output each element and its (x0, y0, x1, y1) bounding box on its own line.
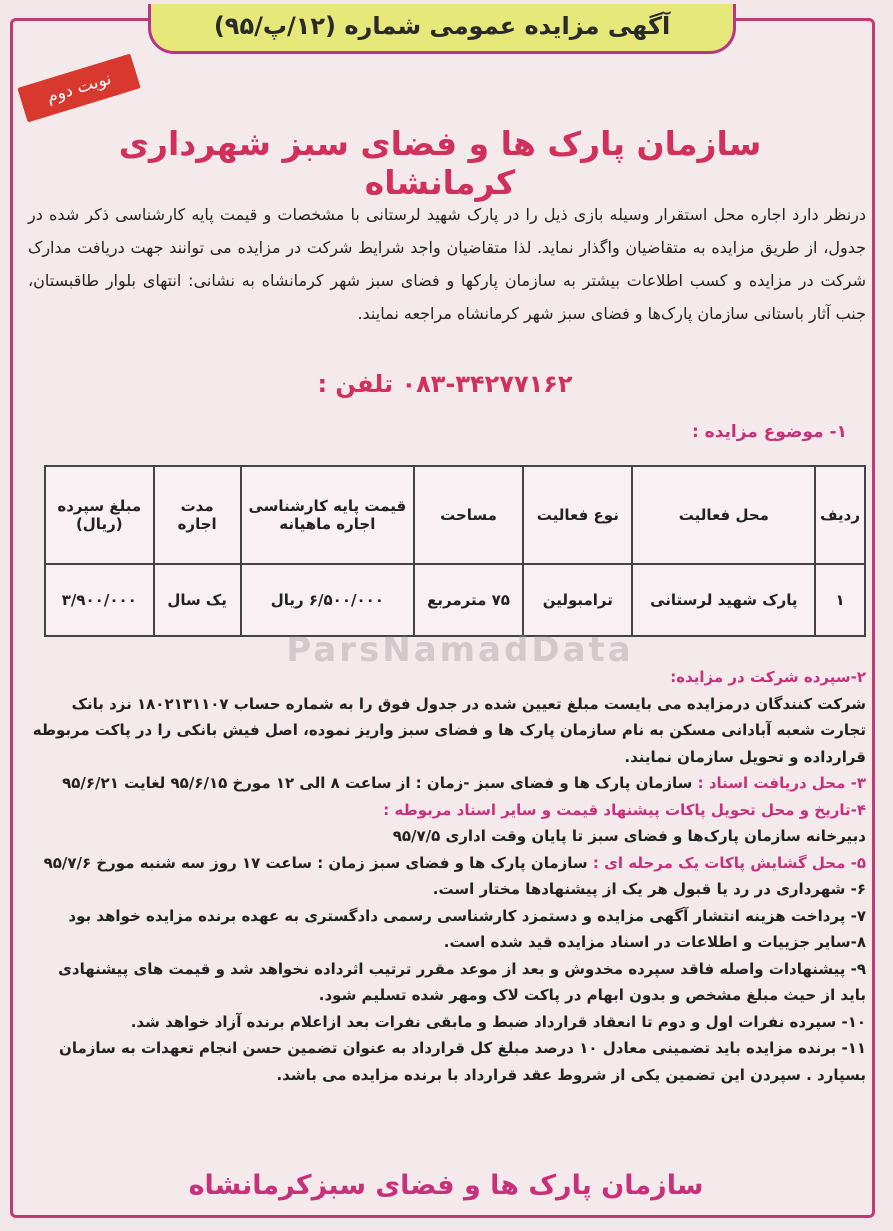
condition-item (28, 876, 866, 903)
condition-item (28, 664, 866, 691)
header-deposit: مبلغ سپرده (ریال) (45, 466, 154, 564)
condition-text: ۷- پرداخت هزینه انتشار آگهی مزایده و دستمزد کارشناسی رسمی دادگستری به عهده برنده مزایده خواهد بود (68, 906, 866, 925)
condition-text: ۸-سایر جزییات و اطلاعات در اسناد مزایده قید شده است. (443, 933, 866, 951)
cell-activity-type: ترامبولین (523, 564, 632, 636)
condition-text: ۶- شهرداری در رد یا قبول هر یک از پیشنهادها مختار است. (432, 880, 866, 898)
condition-text: ۱۰- سپرده نفرات اول و دوم تا انعقاد قرارداد ضبط و مابقی نفرات بعد ازاعلام برنده آزاد خواهد شد. (130, 1012, 866, 1031)
condition-heading: ۵- محل گشایش پاکات یک مرحله ای : (592, 853, 866, 872)
condition-item (28, 929, 866, 956)
condition-item (28, 823, 866, 850)
condition-text: سازمان پارک ها و فضای سبز -زمان : از ساعت ۸ الی ۱۲ مورخ ۹۵/۶/۱۵ لغایت ۹۵/۶/۲۱ (62, 774, 698, 792)
condition-item (28, 770, 866, 797)
condition-text: شرکت کنندگان درمزایده می بایست مبلغ تعیین شده در جدول فوق را به شماره حساب ۱۸۰۲۱۳۱۱۰۷ نزد بانک تجارت شعبه آبادانی مسکن به نام سازمان پارک ها و فضای سبز واریز نموده، اصل فیش بانکی را در پاکت مربوطه قرارداده و تحویل سازمان نمایند. (32, 694, 866, 766)
condition-heading: ۲-سپرده شرکت در مزایده: (670, 668, 866, 686)
second-round-badge: نوبت دوم (17, 54, 140, 123)
phone-line (250, 370, 640, 398)
footer-organization: سازمان پارک ها و فضای سبزکرمانشاه (188, 1170, 704, 1201)
organization-title: سازمان پارک ها و فضای سبز شهرداری کرمانشاه (118, 124, 762, 202)
condition-text: ۹- پیشنهادات واصله فاقد سپرده مخدوش و بعد از موعد مقرر ترتیب اثرداده نخواهد شد و قیمت های پیشنهادی باید از حیث مبلغ مشخص و بدون ابهام در پاکت لاک ومهر شده تسلیم شود. (58, 959, 866, 1004)
condition-heading: ۳- محل دریافت اسناد : (697, 774, 866, 792)
condition-text: سازمان پارک ها و فضای سبز زمان : ساعت ۱۷ روز سه شنبه مورخ ۹۵/۷/۶ (43, 853, 593, 872)
condition-item (28, 1035, 866, 1088)
condition-text: دبیرخانه سازمان پارک‌ها و فضای سبز تا پایان وقت اداری ۹۵/۷/۵ (392, 827, 866, 845)
cell-row-number: ۱ (815, 564, 865, 636)
condition-item (28, 1009, 866, 1036)
table-header-row (45, 466, 865, 564)
phone-label: تلفن : (317, 370, 394, 398)
cell-lease-period: یک سال (154, 564, 241, 636)
auction-number-banner: آگهی مزایده عمومی شماره (۱۲/پ/۹۵) (148, 4, 736, 54)
table-row (45, 564, 865, 636)
cell-location: پارک شهید لرستانی (632, 564, 815, 636)
intro-paragraph: درنظر دارد اجاره محل استقرار وسیله بازی ذیل را در پارک شهید لرستانی با مشخصات و قیمت پایه کارشناسی ذکر شده در جدول، از طریق مزایده به متقاضیان واگذار نماید. لذا متقاضیان واجد شرایط شرکت در مزایده می توانند جهت دریافت مدارک شرکت در مزایده و کسب اطلاعات بیشتر به سازمان پارکها و فضای سبز شهر کرمانشاه به نشانی: انتهای بلوار طاقبستان، جنب آثار باستانی سازمان پارک‌ها و فضای سبز شهر کرمانشاه مراجعه نمایند. (28, 205, 866, 323)
condition-heading: ۴-تاریخ و محل تحویل پاکات پیشنهاد قیمت و سایر اسناد مربوطه : (383, 800, 866, 819)
cell-area: ۷۵ مترمربع (414, 564, 523, 636)
cell-base-price: ۶/۵۰۰/۰۰۰ ریال (241, 564, 414, 636)
header-activity-type: نوع فعالیت (523, 466, 632, 564)
condition-item (28, 691, 866, 771)
header-lease-period: مدت اجاره (154, 466, 241, 564)
cell-deposit: ۳/۹۰۰/۰۰۰ (45, 564, 154, 636)
phone-number: ۰۸۳-۳۴۲۷۷۱۶۲ (401, 370, 573, 398)
section-auction-subject: ۱- موضوع مزایده : (691, 422, 847, 442)
auction-table (44, 465, 866, 637)
condition-text: ۱۱- برنده مزایده باید تضمینی معادل ۱۰ درصد مبلغ کل قرارداد به عنوان تضمین حسن انجام تعهدات به سازمان بسپارد . سپردن این تضمین یکی از شروط عقد قرارداد با برنده مزایده می باشد. (59, 1039, 866, 1084)
condition-item (28, 903, 866, 930)
condition-item (28, 797, 866, 824)
header-location: محل فعالیت (632, 466, 815, 564)
auction-conditions (28, 664, 866, 1088)
condition-item (28, 956, 866, 1009)
condition-item (28, 850, 866, 877)
header-area: مساحت (414, 466, 523, 564)
header-row-number: ردیف (815, 466, 865, 564)
watermark-text: ParsNamadData (286, 630, 634, 670)
header-base-price: قیمت پایه کارشناسی اجاره ماهیانه (241, 466, 414, 564)
